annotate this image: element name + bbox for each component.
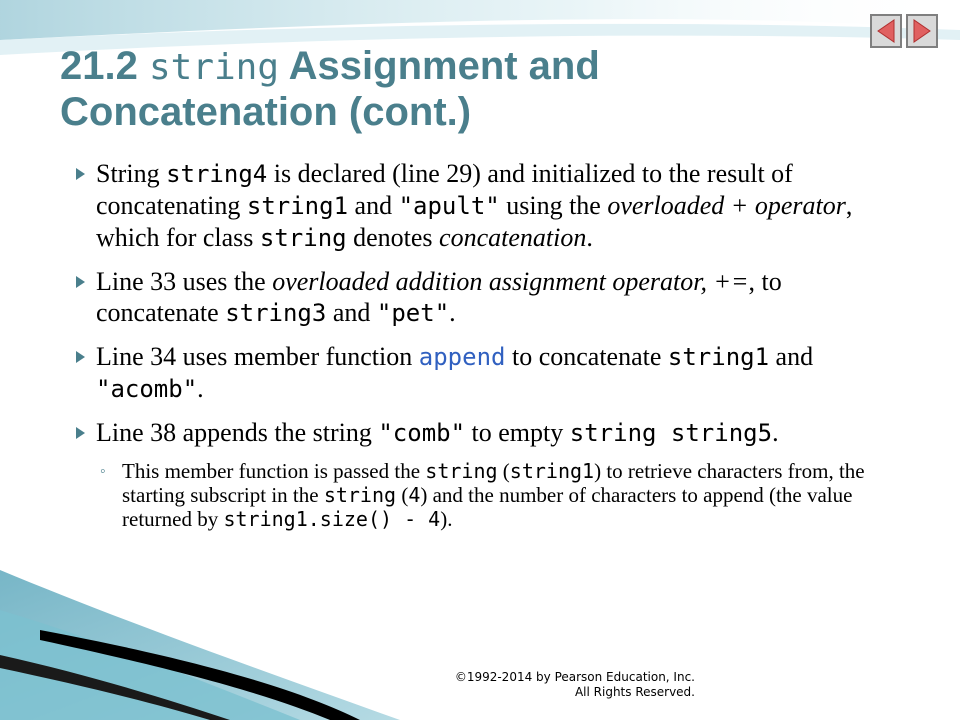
bullet-text: and [769, 342, 814, 371]
italic-text: concatenation [439, 223, 587, 252]
copyright-footer [380, 670, 695, 700]
title-number: 21.2 [60, 44, 149, 88]
next-slide-button[interactable] [906, 14, 938, 48]
code-text: string1 [667, 343, 770, 371]
bullet-text: ). [440, 507, 453, 531]
code-text: "pet" [376, 299, 450, 327]
bullet-text: . [772, 418, 779, 447]
bullet-text: , to concatenate [96, 267, 782, 327]
bullet-text: and [348, 191, 399, 220]
bullet-arrow-icon [74, 276, 86, 288]
code-text: string3 [225, 299, 327, 327]
code-text: string string5 [569, 419, 773, 447]
bullet-text: is declared (line 29) and initialized to the result of concatenating [96, 159, 793, 220]
bullet-text: ( [396, 483, 409, 507]
bullet-arrow-icon [74, 168, 86, 180]
page-title [60, 44, 860, 134]
bullet-text: using the [499, 191, 608, 220]
code-text: "apult" [398, 192, 500, 220]
bullet-text: . [197, 374, 204, 403]
title-line2: Concatenation (cont.) [60, 90, 472, 134]
sub-bullet-item [64, 459, 894, 531]
bullet-list [64, 158, 894, 531]
bullet-item [64, 417, 894, 449]
code-text: string1 [246, 192, 349, 220]
code-text: "acomb" [96, 375, 198, 403]
bullet-text: , which for class [96, 191, 853, 252]
bullet-text: ( [497, 459, 510, 483]
bullet-text: to concatenate [505, 342, 668, 371]
code-text: string1.size() - 4 [223, 507, 441, 531]
arrow-left-icon [875, 18, 897, 44]
bullet-text: to empty [465, 418, 570, 447]
bullet-text: ) to retrieve characters from, the starting subscript in the [122, 459, 865, 507]
code-text: string [323, 483, 397, 507]
code-text: string4 [166, 160, 268, 188]
bullet-text: and [326, 298, 377, 327]
code-text: 4 [408, 483, 421, 507]
italic-text: overloaded addition assignment operator, += [272, 267, 749, 296]
italic-text: overloaded + operator [607, 191, 846, 220]
sub-bullet-ring-icon: ◦ [100, 463, 106, 480]
bullet-text: Line 33 uses the [96, 267, 273, 296]
bullet-item [64, 266, 894, 329]
bullet-text: ) and the number of characters to append (the value returned by [122, 483, 853, 531]
code-text: string1 [509, 459, 595, 483]
bullet-text: This member function is passed the [122, 459, 426, 483]
bullet-text: String [96, 159, 167, 188]
bullet-text: denotes [346, 223, 440, 252]
bullet-text: . [586, 223, 593, 252]
bullet-text: . [449, 298, 456, 327]
bullet-text: Line 34 uses member function [96, 342, 419, 371]
previous-slide-button[interactable] [870, 14, 902, 48]
title-rest: Assignment and [279, 44, 600, 88]
footer-line2: All Rights Reserved. [574, 685, 695, 699]
code-keyword: append [418, 343, 506, 371]
code-text: string [259, 224, 347, 252]
code-text: string [425, 459, 498, 483]
title-code: string [148, 47, 280, 88]
bullet-text: Line 38 appends the string [96, 418, 379, 447]
bullet-arrow-icon [74, 351, 86, 363]
arrow-right-icon [911, 18, 933, 44]
bullet-arrow-icon [74, 427, 86, 439]
footer-line1: ©1992-2014 by Pearson Education, Inc. [454, 670, 695, 684]
bullet-item [64, 158, 894, 254]
code-text: "comb" [378, 419, 466, 447]
bullet-item [64, 341, 894, 405]
